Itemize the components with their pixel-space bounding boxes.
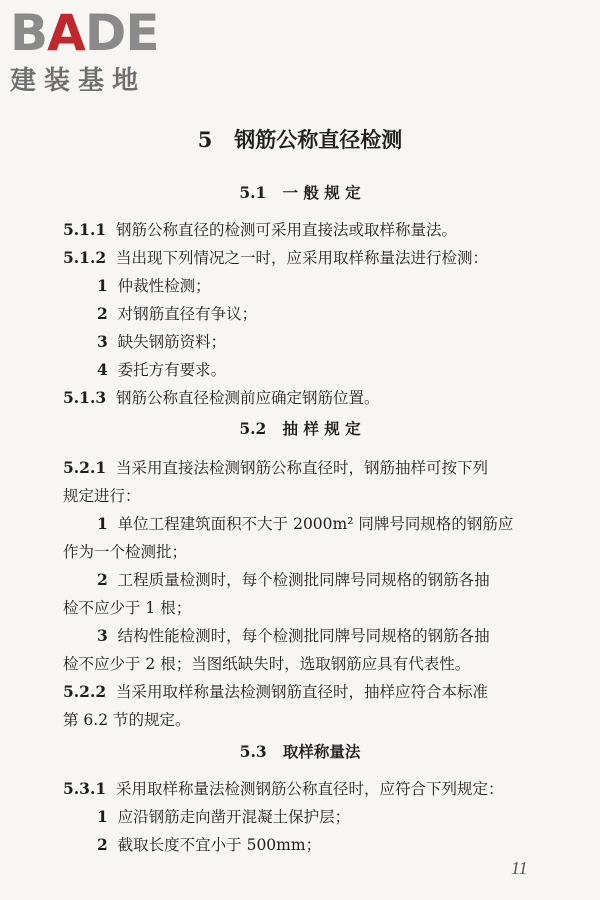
item-number: 1 [97,807,108,826]
item-text: 结构性能检测时，每个检测批同牌号同规格的钢筋各抽 [117,627,490,645]
clause-5-1-2 [63,246,488,268]
clause-number: 5.3.1 [63,779,107,798]
section-heading-5-1 [0,181,600,203]
section-title: 一 般 规 定 [282,183,361,202]
list-item [97,805,350,827]
item-continuation: 作为一个检测批； [63,543,188,561]
item-text: 对钢筋直径有争议； [117,305,258,323]
list-item [97,274,211,296]
list-item [97,358,226,380]
clause-5-2-1 [63,456,488,478]
logo-subtitle: 建装基地 [10,66,147,96]
clause-5-1-3 [63,386,380,408]
section-number: 5.3 [239,742,267,761]
item-text: 委托方有要求。 [117,361,227,379]
bade-logo [10,4,159,97]
item-text: 工程质量检测时，每个检测批同牌号同规格的钢筋各抽 [117,571,490,589]
section-number: 5.1 [239,183,267,202]
item-number: 3 [97,626,108,645]
list-item [97,512,513,534]
chapter-number: 5 [197,127,213,152]
list-item [97,624,490,646]
item-number: 4 [97,360,108,379]
clause-continuation: 第 6.2 节的规定。 [63,711,191,729]
list-item [97,302,257,324]
item-number: 2 [97,570,108,589]
clause-5-1-1 [63,218,457,240]
clause-number: 5.1.3 [63,388,107,407]
clause-text: 钢筋公称直径的检测可采用直接法或取样称量法。 [116,221,458,239]
chapter-title: 钢筋公称直径检测 [234,127,403,152]
item-text: 单位工程建筑面积不大于 2000m² 同牌号同规格的钢筋应 [117,515,514,533]
item-number: 3 [97,332,108,351]
list-item [97,330,226,352]
clause-number: 5.1.1 [63,220,107,239]
clause-text: 钢筋公称直径检测前应确定钢筋位置。 [116,389,380,407]
clause-number: 5.2.2 [63,682,107,701]
item-number: 2 [97,835,108,854]
logo-wordmark: BADE [10,4,159,62]
item-text: 截取长度不宜小于 500mm； [117,836,322,854]
item-number: 1 [97,514,108,533]
clause-number: 5.2.1 [63,458,107,477]
list-item [97,568,490,590]
section-title: 取样称量法 [282,742,361,761]
clause-text: 当出现下列情况之一时，应采用取样称量法进行检测： [116,249,489,267]
section-heading-5-2 [0,417,600,439]
item-text: 缺失钢筋资料； [117,333,227,351]
page-number: 11 [511,858,528,878]
clause-text: 当采用取样称量法检测钢筋直径时，抽样应符合本标准 [116,683,489,701]
section-title: 抽 样 规 定 [282,419,361,438]
clause-text: 采用取样称量法检测钢筋公称直径时，应符合下列规定： [116,780,504,798]
clause-5-3-1 [63,777,504,799]
list-item [97,833,321,855]
chapter-heading [0,124,600,154]
item-continuation: 检不应少于 1 根； [63,599,192,617]
item-text: 仲裁性检测； [117,277,211,295]
item-number: 2 [97,304,108,323]
item-text: 应沿钢筋走向凿开混凝土保护层； [117,808,351,826]
section-heading-5-3 [0,740,600,762]
clause-continuation: 规定进行： [63,487,141,505]
section-number: 5.2 [239,419,267,438]
clause-5-2-2 [63,680,488,702]
item-continuation: 检不应少于 2 根；当图纸缺失时，选取钢筋应具有代表性。 [63,655,471,673]
item-number: 1 [97,276,108,295]
clause-text: 当采用直接法检测钢筋公称直径时，钢筋抽样可按下列 [116,459,489,477]
clause-number: 5.1.2 [63,248,107,267]
